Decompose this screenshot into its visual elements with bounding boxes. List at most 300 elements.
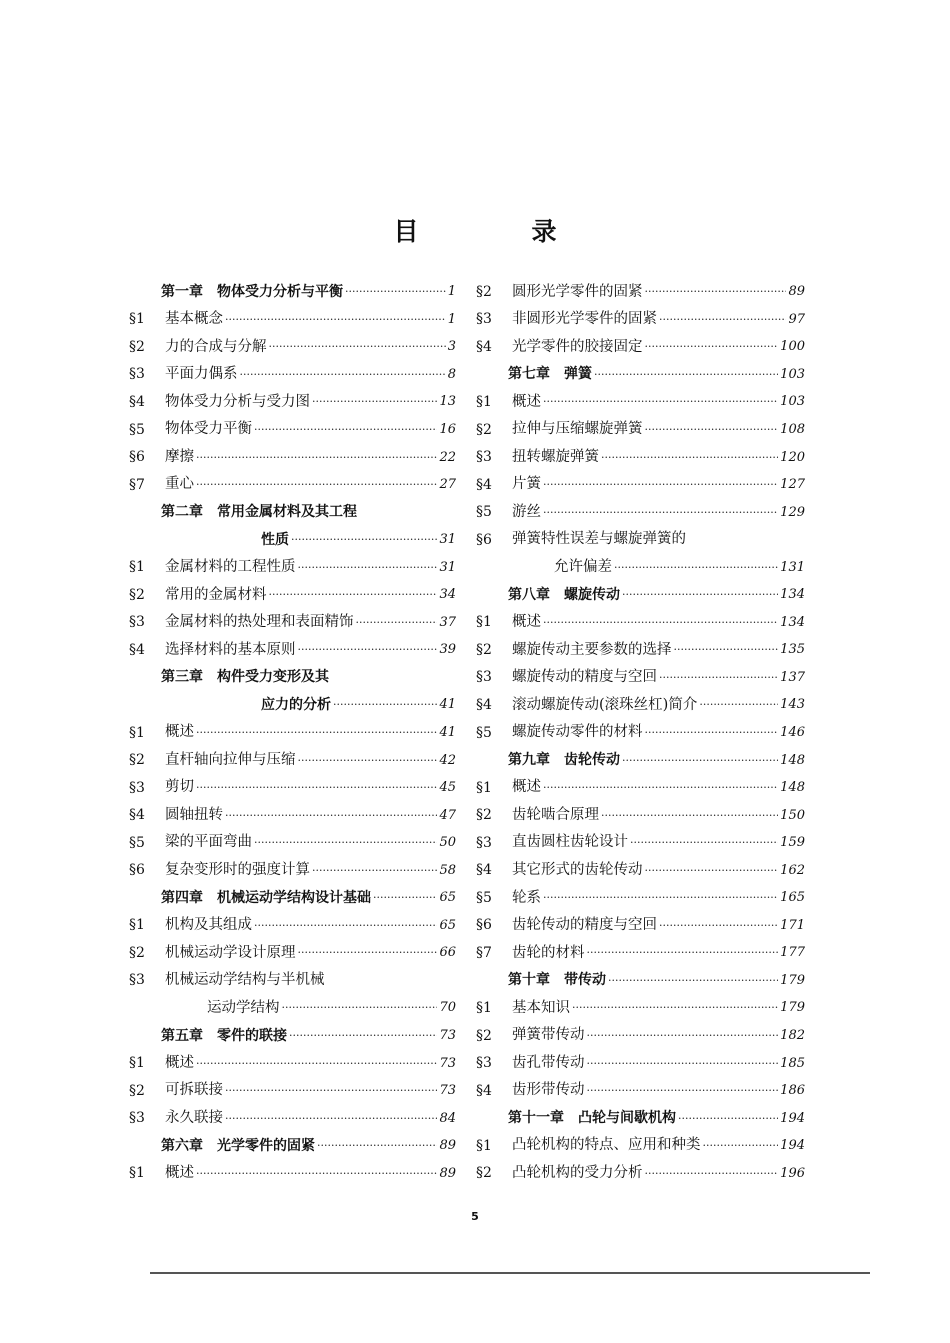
entry-title: 应力的分析 <box>261 696 331 713</box>
toc-chapter-row <box>129 498 456 526</box>
leader-dots <box>572 1002 778 1013</box>
entry-title: 圆形光学零件的固紧 <box>512 283 643 300</box>
entry-title: 凸轮机构的特点、应用和种类 <box>512 1137 701 1154</box>
toc-section-row <box>476 912 805 940</box>
leader-dots <box>543 617 778 628</box>
entry-page: 185 <box>780 1055 805 1071</box>
section-number: §2 <box>476 421 492 438</box>
leader-dots <box>587 1085 779 1096</box>
entry-page: 150 <box>780 807 805 823</box>
toc-section-row <box>476 498 805 526</box>
entry-page: 13 <box>439 394 456 410</box>
leader-dots <box>225 1113 437 1124</box>
bottom-rule <box>150 1272 870 1274</box>
leader-dots <box>298 562 438 573</box>
toc-section-row <box>129 553 456 581</box>
entry-page: 58 <box>439 862 456 878</box>
leader-dots <box>225 314 446 325</box>
entry-title: 可拆联接 <box>165 1082 223 1099</box>
leader-dots <box>196 727 437 738</box>
section-number: §2 <box>476 807 492 824</box>
leader-dots <box>645 424 779 435</box>
section-number: §5 <box>129 834 145 851</box>
toc-section-row <box>476 1049 805 1077</box>
leader-dots <box>196 1168 437 1179</box>
toc-chapter-row <box>476 746 805 774</box>
section-number: §5 <box>476 889 492 906</box>
section-number: §7 <box>129 476 145 493</box>
toc-section-row <box>129 361 456 389</box>
entry-title: 光学零件的胶接固定 <box>512 338 643 355</box>
toc-section-row <box>476 691 805 719</box>
entry-page: 50 <box>439 835 456 851</box>
leader-dots <box>659 920 778 931</box>
entry-title: 齿轮传动的精度与空回 <box>512 917 657 934</box>
toc-section-row <box>476 829 805 857</box>
toc-section-row <box>476 664 805 692</box>
entry-title: 轮系 <box>512 889 541 906</box>
entry-page: 65 <box>439 917 456 933</box>
section-number: §4 <box>476 338 492 355</box>
leader-dots <box>674 644 779 655</box>
toc-section-row <box>129 829 456 857</box>
leader-dots <box>269 341 446 352</box>
toc-section-row <box>476 884 805 912</box>
section-number: §4 <box>129 393 145 410</box>
entry-page: 103 <box>780 394 805 410</box>
toc-section-row <box>476 1132 805 1160</box>
leader-dots <box>345 286 446 297</box>
toc-chapter-row <box>129 664 456 692</box>
entry-title: 第八章 螺旋传动 <box>508 586 620 603</box>
section-number: §1 <box>129 724 145 741</box>
entry-page: 134 <box>780 587 805 603</box>
entry-page: 135 <box>780 642 805 658</box>
leader-dots <box>225 1085 437 1096</box>
toc-chapter-row <box>476 967 805 995</box>
leader-dots <box>630 837 778 848</box>
entry-page: 1 <box>447 311 456 327</box>
toc-section-row <box>129 967 456 995</box>
leader-dots <box>289 1030 437 1041</box>
toc-right-column <box>476 278 805 1187</box>
entry-page: 16 <box>439 422 456 437</box>
toc-section-row <box>129 1049 456 1077</box>
entry-title: 第一章 物体受力分析与平衡 <box>161 283 343 300</box>
toc-section-row <box>476 388 805 416</box>
toc-section-row <box>476 994 805 1022</box>
leader-dots <box>622 755 778 766</box>
toc-section-row <box>129 1104 456 1132</box>
leader-dots <box>645 341 779 352</box>
entry-title: 概述 <box>512 779 541 796</box>
toc-chapter-row <box>129 1022 456 1050</box>
entry-title: 剪切 <box>165 779 194 796</box>
toc-section-row <box>129 388 456 416</box>
entry-page: 171 <box>780 917 805 933</box>
toc-section-row <box>476 939 805 967</box>
toc-section-row <box>476 278 805 306</box>
entry-page: 177 <box>780 945 805 961</box>
leader-dots <box>356 617 438 628</box>
section-number: §2 <box>129 944 145 961</box>
section-number: §1 <box>476 614 492 631</box>
leader-dots <box>291 534 437 545</box>
section-number: §6 <box>476 917 492 934</box>
entry-page: 196 <box>780 1165 805 1181</box>
entry-title: 机械运动学结构与半机械 <box>165 972 325 989</box>
section-number: §3 <box>476 311 492 328</box>
entry-page: 42 <box>439 752 456 768</box>
entry-title: 机械运动学设计原理 <box>165 944 296 961</box>
leader-dots <box>298 947 438 958</box>
entry-title: 游丝 <box>512 503 541 520</box>
entry-page: 148 <box>780 752 805 768</box>
entry-page: 165 <box>780 890 805 906</box>
entry-title: 永久联接 <box>165 1109 223 1126</box>
entry-title: 机构及其组成 <box>165 917 252 934</box>
entry-title: 滚动螺旋传动(滚珠丝杠)简介 <box>512 696 698 713</box>
section-number: §2 <box>476 283 492 300</box>
toc-section-row <box>129 856 456 884</box>
leader-dots <box>196 1058 437 1069</box>
entry-title: 基本知识 <box>512 999 570 1016</box>
entry-title: 片簧 <box>512 476 541 493</box>
toc-section-row <box>476 774 805 802</box>
toc-section-row <box>476 416 805 444</box>
leader-dots <box>543 782 778 793</box>
entry-page: 194 <box>780 1138 805 1154</box>
leader-dots <box>659 314 786 325</box>
section-number: §2 <box>129 586 145 603</box>
leader-dots <box>614 562 778 573</box>
leader-dots <box>196 452 437 463</box>
leader-dots <box>373 892 437 903</box>
entry-page: 179 <box>780 1000 805 1016</box>
entry-page: 3 <box>447 339 456 355</box>
entry-page: 131 <box>780 559 805 575</box>
entry-title: 复杂变形时的强度计算 <box>165 862 310 878</box>
section-number: §2 <box>476 1027 492 1044</box>
section-number: §5 <box>129 421 145 438</box>
entry-title: 螺旋传动零件的材料 <box>512 724 643 741</box>
section-number: §6 <box>476 531 492 548</box>
toc-chapter-row <box>476 1104 805 1132</box>
toc-chapter-row <box>129 526 456 554</box>
toc-chapter-row <box>476 361 805 389</box>
entry-page: 159 <box>780 835 805 851</box>
page-number: 5 <box>471 1210 479 1223</box>
entry-title: 齿轮啮合原理 <box>512 806 599 823</box>
section-number: §3 <box>129 614 145 631</box>
section-number: §4 <box>476 1082 492 1099</box>
entry-title: 概述 <box>165 724 194 741</box>
toc-chapter-row <box>129 884 456 912</box>
leader-dots <box>645 727 779 738</box>
entry-title: 摩擦 <box>165 448 194 465</box>
entry-title: 第五章 零件的联接 <box>161 1027 287 1044</box>
entry-title: 螺旋传动的精度与空回 <box>512 669 657 686</box>
section-number: §3 <box>476 834 492 851</box>
entry-page: 120 <box>780 449 805 465</box>
section-number: §2 <box>476 641 492 658</box>
entry-title: 概述 <box>165 1165 194 1182</box>
section-number: §5 <box>476 724 492 741</box>
section-number: §2 <box>476 1165 492 1182</box>
section-number: §5 <box>476 504 492 521</box>
leader-dots <box>298 644 438 655</box>
leader-dots <box>543 892 778 903</box>
entry-title: 选择材料的基本原则 <box>165 641 296 658</box>
section-number: §4 <box>476 862 492 879</box>
entry-page: 41 <box>439 725 456 741</box>
leader-dots <box>645 865 779 876</box>
leader-dots <box>269 589 438 600</box>
section-number: §1 <box>476 779 492 796</box>
entry-page: 103 <box>780 366 805 382</box>
entry-title: 第六章 光学零件的固紧 <box>161 1137 315 1154</box>
entry-page: 100 <box>780 339 805 355</box>
toc-section-row <box>476 306 805 334</box>
leader-dots <box>608 975 778 986</box>
entry-title: 弹簧带传动 <box>512 1027 585 1044</box>
entry-page: 73 <box>439 1055 456 1071</box>
entry-title: 允许偏差 <box>554 558 612 575</box>
section-number: §1 <box>129 559 145 576</box>
leader-dots <box>594 369 778 380</box>
entry-page: 143 <box>780 697 805 713</box>
entry-title: 齿形带传动 <box>512 1082 585 1099</box>
section-number: §2 <box>129 338 145 355</box>
entry-page: 34 <box>439 587 456 603</box>
entry-page: 134 <box>780 614 805 630</box>
leader-dots <box>312 396 437 407</box>
leader-dots <box>587 1058 779 1069</box>
toc-section-row <box>476 856 805 884</box>
toc-section-row <box>129 609 456 637</box>
toc-section-row <box>476 801 805 829</box>
entry-title: 第十一章 凸轮与间歇机构 <box>508 1110 676 1127</box>
entry-page: 70 <box>439 1000 456 1016</box>
leader-dots <box>196 782 437 793</box>
entry-page: 8 <box>447 366 456 382</box>
leader-dots <box>699 699 778 710</box>
toc-section-row <box>476 333 805 361</box>
entry-title: 齿孔带传动 <box>512 1054 585 1071</box>
leader-dots <box>601 452 778 463</box>
toc-section-row <box>476 471 805 499</box>
leader-dots <box>240 369 446 380</box>
toc-section-row <box>129 801 456 829</box>
toc-section-row <box>129 471 456 499</box>
entry-page: 146 <box>780 725 805 741</box>
entry-page: 41 <box>439 697 456 713</box>
entry-page: 89 <box>788 284 805 300</box>
section-number: §1 <box>129 1165 145 1182</box>
toc-section-row <box>129 636 456 664</box>
toc-section-row <box>129 443 456 471</box>
section-number: §4 <box>476 696 492 713</box>
entry-page: 179 <box>780 972 805 988</box>
entry-title: 齿轮的材料 <box>512 944 585 961</box>
page-title: 目 录 <box>393 217 601 246</box>
toc-section-row <box>129 306 456 334</box>
entry-title: 平面力偶系 <box>165 366 238 383</box>
toc-section-row <box>129 1160 456 1188</box>
entry-title: 直杆轴向拉伸与压缩 <box>165 751 296 768</box>
entry-page: 45 <box>439 780 456 796</box>
toc-section-row <box>129 719 456 747</box>
leader-dots <box>703 1140 779 1151</box>
entry-page: 73 <box>439 1028 456 1044</box>
entry-title: 概述 <box>512 614 541 631</box>
toc-section-row <box>129 333 456 361</box>
leader-dots <box>645 1168 779 1179</box>
entry-title: 第二章 常用金属材料及其工程 <box>161 504 357 521</box>
entry-page: 194 <box>780 1110 805 1126</box>
leader-dots <box>543 507 778 518</box>
entry-page: 37 <box>439 614 456 630</box>
entry-title: 第四章 机械运动学结构设计基础 <box>161 889 371 906</box>
section-number: §6 <box>129 449 145 466</box>
entry-page: 182 <box>780 1028 805 1044</box>
entry-page: 148 <box>780 780 805 796</box>
section-number: §6 <box>129 862 145 879</box>
section-number: §2 <box>129 1082 145 1099</box>
entry-page: 162 <box>780 862 805 878</box>
entry-title: 弹簧特性误差与螺旋弹簧的 <box>512 531 686 548</box>
entry-page: 31 <box>439 532 456 548</box>
entry-page: 127 <box>780 477 805 493</box>
entry-page: 66 <box>439 945 456 961</box>
toc-section-row <box>129 416 456 444</box>
entry-page: 47 <box>439 807 456 823</box>
leader-dots <box>317 1140 437 1151</box>
entry-title: 金属材料的工程性质 <box>165 558 296 575</box>
leader-dots <box>196 479 437 490</box>
leader-dots <box>254 837 437 848</box>
entry-title: 第九章 齿轮传动 <box>508 752 620 769</box>
entry-title: 性质 <box>261 531 289 548</box>
section-number: §3 <box>129 779 145 796</box>
toc-section-row <box>129 746 456 774</box>
entry-title: 概述 <box>165 1054 194 1071</box>
section-number: §1 <box>129 1055 145 1072</box>
entry-title: 重心 <box>165 476 194 493</box>
section-number: §1 <box>476 1137 492 1154</box>
toc-left-column <box>129 278 456 1187</box>
leader-dots <box>601 810 778 821</box>
leader-dots <box>282 1002 438 1013</box>
entry-title: 物体受力平衡 <box>165 421 252 438</box>
entry-title: 梁的平面弯曲 <box>165 834 252 851</box>
leader-dots <box>298 755 438 766</box>
leader-dots <box>587 1030 779 1041</box>
entry-title: 第七章 弹簧 <box>508 366 592 383</box>
entry-title: 直齿圆柱齿轮设计 <box>512 834 628 851</box>
section-number: §1 <box>129 311 145 328</box>
entry-title: 第三章 构件受力变形及其 <box>161 669 329 686</box>
section-number: §3 <box>129 1110 145 1127</box>
entry-page: 89 <box>439 1138 456 1154</box>
leader-dots <box>678 1113 778 1124</box>
entry-page: 97 <box>788 311 805 327</box>
toc-section-row <box>129 939 456 967</box>
entry-title: 扭转螺旋弹簧 <box>512 448 599 465</box>
section-number: §4 <box>476 476 492 493</box>
leader-dots <box>333 699 437 710</box>
section-number: §4 <box>129 641 145 658</box>
entry-title: 其它形式的齿轮传动 <box>512 862 643 878</box>
entry-title: 凸轮机构的受力分析 <box>512 1165 643 1182</box>
entry-page: 1 <box>447 284 456 300</box>
leader-dots <box>659 672 778 683</box>
toc-section-row <box>476 636 805 664</box>
entry-title: 螺旋传动主要参数的选择 <box>512 641 672 658</box>
entry-page: 108 <box>780 422 805 437</box>
entry-title: 非圆形光学零件的固紧 <box>512 311 657 328</box>
toc-chapter-row <box>476 581 805 609</box>
toc-section-row <box>476 609 805 637</box>
toc-section-row <box>129 1077 456 1105</box>
entry-title: 运动学结构 <box>207 999 280 1016</box>
toc-section-row <box>129 912 456 940</box>
toc-section-row <box>129 994 456 1022</box>
section-number: §3 <box>476 449 492 466</box>
toc-chapter-row <box>129 1132 456 1160</box>
section-number: §1 <box>129 917 145 934</box>
entry-title: 基本概念 <box>165 311 223 328</box>
entry-title: 力的合成与分解 <box>165 338 267 355</box>
entry-title: 物体受力分析与受力图 <box>165 393 310 410</box>
leader-dots <box>622 589 778 600</box>
entry-title: 第十章 带传动 <box>508 972 606 989</box>
entry-title: 金属材料的热处理和表面精饰 <box>165 614 354 631</box>
leader-dots <box>587 947 779 958</box>
entry-title: 概述 <box>512 393 541 410</box>
section-number: §3 <box>129 972 145 989</box>
toc-section-row <box>476 719 805 747</box>
entry-page: 31 <box>439 559 456 575</box>
section-number: §7 <box>476 944 492 961</box>
entry-page: 22 <box>439 449 456 465</box>
leader-dots <box>312 865 437 876</box>
toc-section-row <box>476 526 805 554</box>
section-number: §3 <box>129 366 145 383</box>
entry-page: 39 <box>439 642 456 658</box>
section-number: §3 <box>476 669 492 686</box>
entry-page: 84 <box>439 1110 456 1126</box>
entry-page: 27 <box>439 477 456 493</box>
toc-section-row <box>476 1022 805 1050</box>
entry-page: 129 <box>780 504 805 520</box>
leader-dots <box>645 286 787 297</box>
leader-dots <box>543 396 778 407</box>
toc-chapter-row <box>129 278 456 306</box>
toc-section-row <box>476 443 805 471</box>
entry-title: 拉伸与压缩螺旋弹簧 <box>512 421 643 438</box>
entry-page: 137 <box>780 669 805 685</box>
entry-page: 186 <box>780 1083 805 1099</box>
entry-title: 常用的金属材料 <box>165 586 267 603</box>
section-number: §2 <box>129 752 145 769</box>
toc-chapter-row <box>129 691 456 719</box>
leader-dots <box>543 479 778 490</box>
leader-dots <box>254 424 437 435</box>
section-number: §4 <box>129 807 145 824</box>
toc-section-row <box>129 774 456 802</box>
entry-page: 89 <box>439 1165 456 1181</box>
